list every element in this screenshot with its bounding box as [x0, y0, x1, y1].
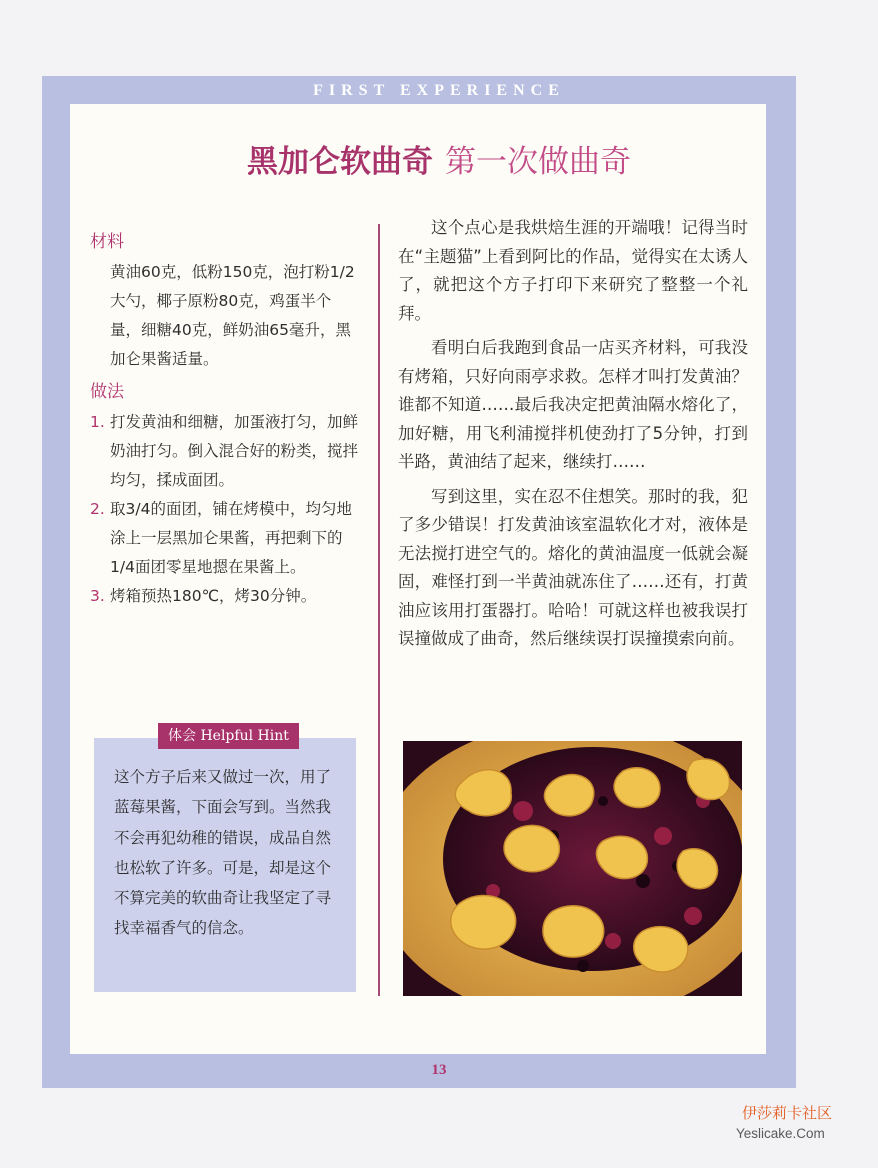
watermark-cn: 伊莎莉卡社区 [742, 1104, 833, 1122]
ingredients-heading: 材料 [90, 232, 124, 252]
method-steps [90, 408, 360, 611]
step-text: 烤箱预热180℃，烤30分钟。 [110, 587, 317, 605]
step-number: 3. [90, 587, 105, 605]
story-paragraph: 这个点心是我烘焙生涯的开端哦！记得当时在“主题猫”上看到阿比的作品，觉得实在太诱人了，就把这个方子打印下来研究了整整一个礼拜。 [398, 218, 748, 323]
step-number: 1. [90, 413, 105, 431]
hint-text: 这个方子后来又做过一次，用了蓝莓果酱，下面会写到。当然我不会再犯幼稚的错误，成品自然也松软了许多。可是，却是这个不算完美的软曲奇让我坚定了寻找幸福香气的信念。 [114, 768, 332, 938]
page-number: 13 [431, 1062, 447, 1078]
column-divider [378, 224, 380, 996]
step-text: 取3/4的面团，铺在烤模中，均匀地涂上一层黑加仑果酱，再把剩下的1/4面团零星地摁在果酱上。 [110, 500, 352, 576]
method-heading: 做法 [90, 382, 124, 402]
cookie-illustration [403, 741, 742, 996]
page-title [0, 142, 878, 182]
story-paragraph: 看明白后我跑到食品一店买齐材料，可我没有烤箱，只好向雨亭求救。怎样才叫打发黄油？谁都不知道……最后我决定把黄油隔水熔化了，加好糖，用飞利浦搅拌机使劲打了5分钟，打到半路，黄油结了起来，继续打…… [398, 338, 748, 471]
recipe-column [90, 230, 360, 611]
story-paragraph: 写到这里，实在忍不住想笑。那时的我，犯了多少错误！打发黄油该室温软化才对，液体是无法搅打进空气的。熔化的黄油温度一低就会凝固，难怪打到一半黄油就冻住了……还有，打黄油应该用打蛋器打。哈哈！可就这样也被我误打误撞做成了曲奇，然后继续误打误撞摸索向前。 [398, 486, 748, 648]
watermark-en: Yeslicake.Com [736, 1126, 825, 1141]
step-text: 打发黄油和细糖，加蛋液打匀，加鲜奶油打匀。倒入混合好的粉类，搅拌均匀，揉成面团。 [110, 413, 359, 489]
step-number: 2. [90, 500, 105, 518]
method-step [90, 582, 360, 611]
ingredients-text: 黄油60克，低粉150克，泡打粉1/2大勺，椰子原粉80克，鸡蛋半个量，细糖40克，鲜奶油65毫升，黑加仑果酱适量。 [110, 263, 355, 368]
cookie-photo [403, 741, 742, 996]
header-label: FIRST EXPERIENCE [313, 82, 565, 99]
title-main: 黑加仑软曲奇 [247, 144, 433, 180]
story-column [398, 214, 748, 660]
title-sub: 第一次做曲奇 [445, 144, 631, 180]
method-step [90, 495, 360, 582]
method-step [90, 408, 360, 495]
hint-tag: 体会 Helpful Hint [158, 723, 299, 749]
